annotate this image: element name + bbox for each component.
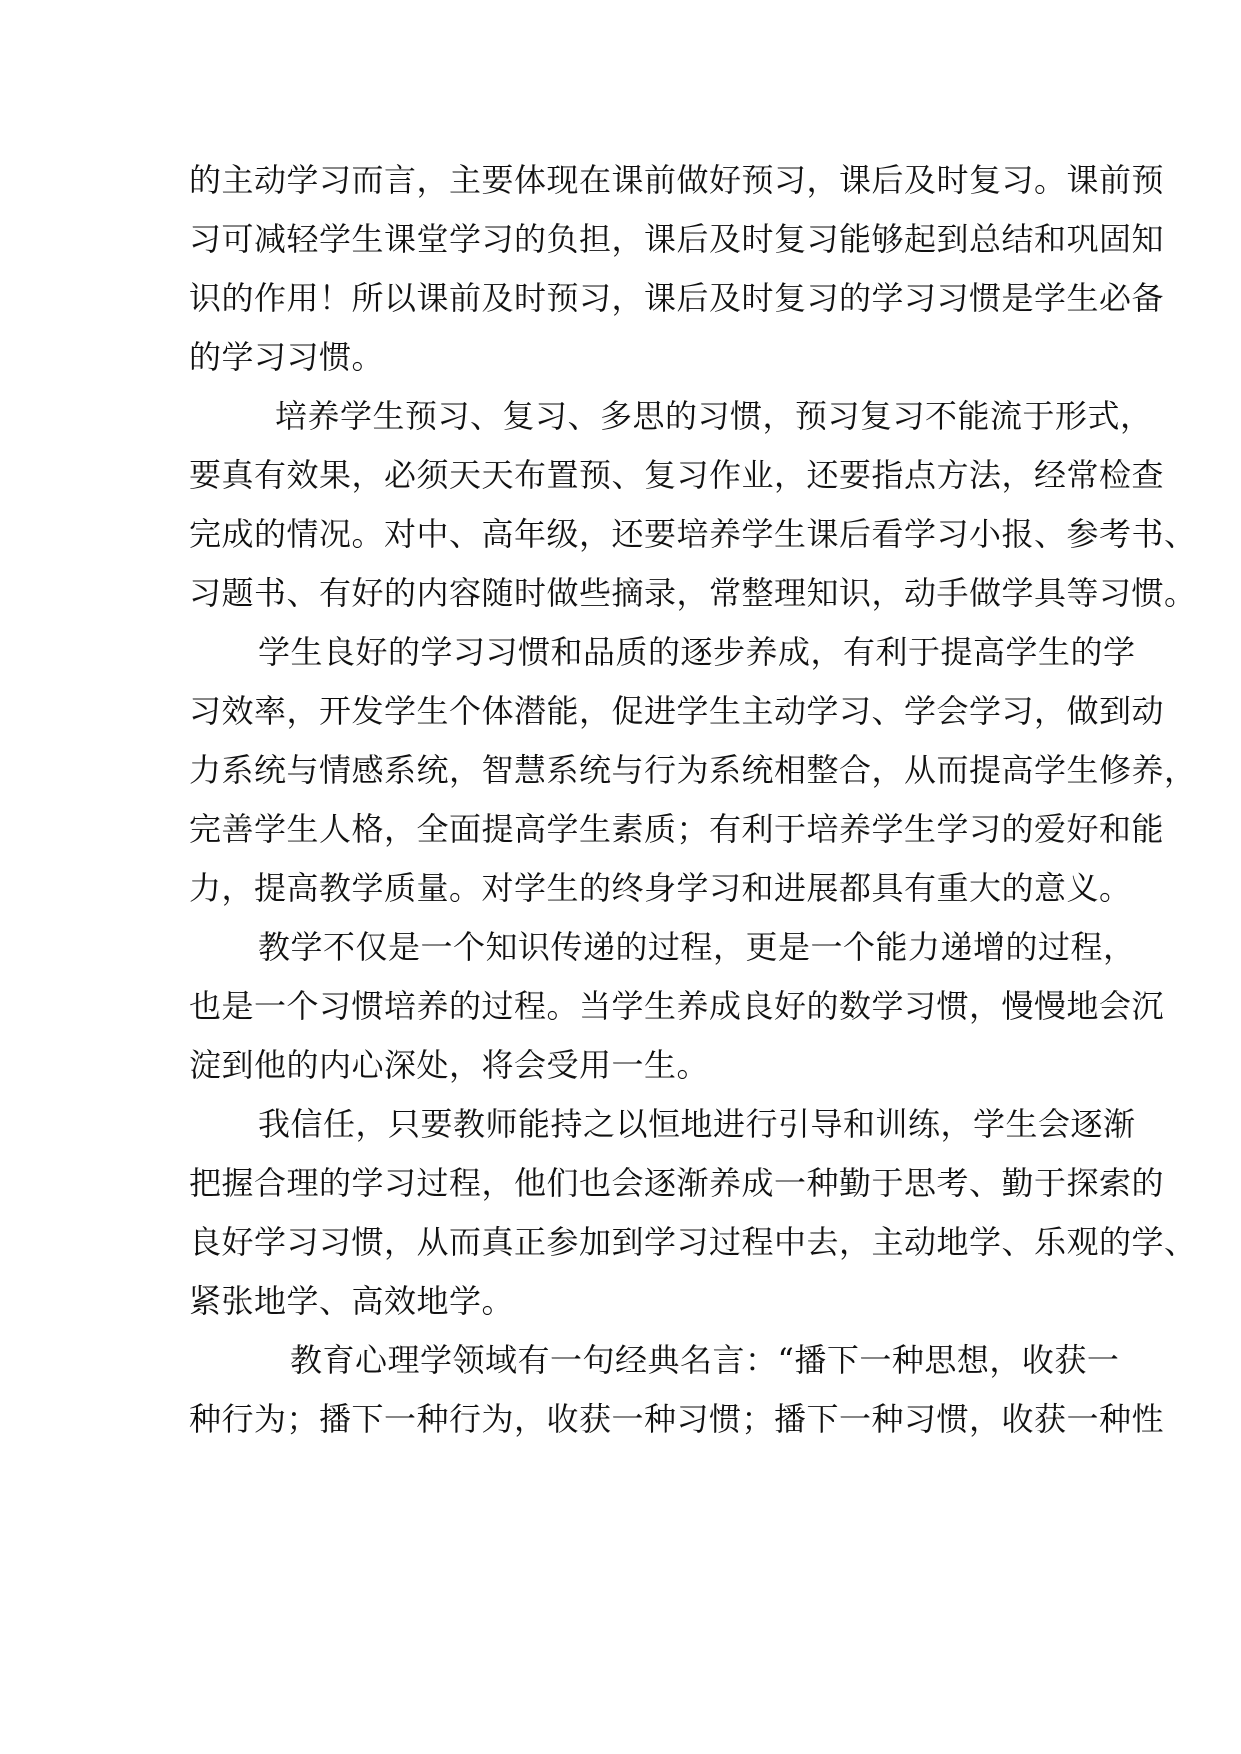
paragraph-4-line-3: 淀到他的内心深处，将会受用一生。 xyxy=(189,1046,710,1084)
paragraph-1-line-2: 习可减轻学生课堂学习的负担，课后及时复习能够起到总结和巩固知 xyxy=(189,220,1165,258)
paragraph-5-line-3: 良好学习习惯，从而真正参加到学习过程中去，主动地学、乐观的学、 xyxy=(189,1223,1197,1261)
paragraph-5-line-4: 紧张地学、高效地学。 xyxy=(189,1282,515,1320)
paragraph-1-line-4: 的学习习惯。 xyxy=(189,338,385,376)
paragraph-2-line-4: 习题书、有好的内容随时做些摘录，常整理知识，动手做学具等习惯。 xyxy=(189,574,1197,612)
paragraph-4-line-2: 也是一个习惯培养的过程。当学生养成良好的数学习惯，慢慢地会沉 xyxy=(189,987,1165,1025)
paragraph-1-line-3: 识的作用！所以课前及时预习，课后及时复习的学习习惯是学生必备 xyxy=(189,279,1165,317)
paragraph-6-line-2: 种行为；播下一种行为，收获一种习惯；播下一种习惯，收获一种性 xyxy=(189,1400,1165,1438)
paragraph-2-line-2: 要真有效果，必须天天布置预、复习作业，还要指点方法，经常检查 xyxy=(189,456,1165,494)
paragraph-3-line-2: 习效率，开发学生个体潜能，促进学生主动学习、学会学习，做到动 xyxy=(189,692,1165,730)
paragraph-4-line-1: 教学不仅是一个知识传递的过程，更是一个能力递增的过程， xyxy=(258,928,1136,966)
paragraph-3-line-1: 学生良好的学习习惯和品质的逐步养成，有利于提高学生的学 xyxy=(258,633,1136,671)
paragraph-5-line-1: 我信任，只要教师能持之以恒地进行引导和训练，学生会逐渐 xyxy=(258,1105,1136,1143)
paragraph-2-line-3: 完成的情况。对中、高年级，还要培养学生课后看学习小报、参考书、 xyxy=(189,515,1197,553)
paragraph-3-line-4: 完善学生人格，全面提高学生素质；有利于培养学生学习的爱好和能 xyxy=(189,810,1165,848)
paragraph-6-line-1: 教育心理学领域有一句经典名言：“播下一种思想，收获一 xyxy=(290,1341,1120,1379)
paragraph-3-line-3: 力系统与情感系统，智慧系统与行为系统相整合，从而提高学生修养， xyxy=(189,751,1197,789)
paragraph-3-line-5: 力，提高教学质量。对学生的终身学习和进展都具有重大的意义。 xyxy=(189,869,1132,907)
paragraph-1-line-1: 的主动学习而言，主要体现在课前做好预习，课后及时复习。课前预 xyxy=(189,161,1165,199)
paragraph-2-line-1: 培养学生预习、复习、多思的习惯，预习复习不能流于形式， xyxy=(275,397,1153,435)
paragraph-5-line-2: 把握合理的学习过程，他们也会逐渐养成一种勤于思考、勤于探索的 xyxy=(189,1164,1165,1202)
